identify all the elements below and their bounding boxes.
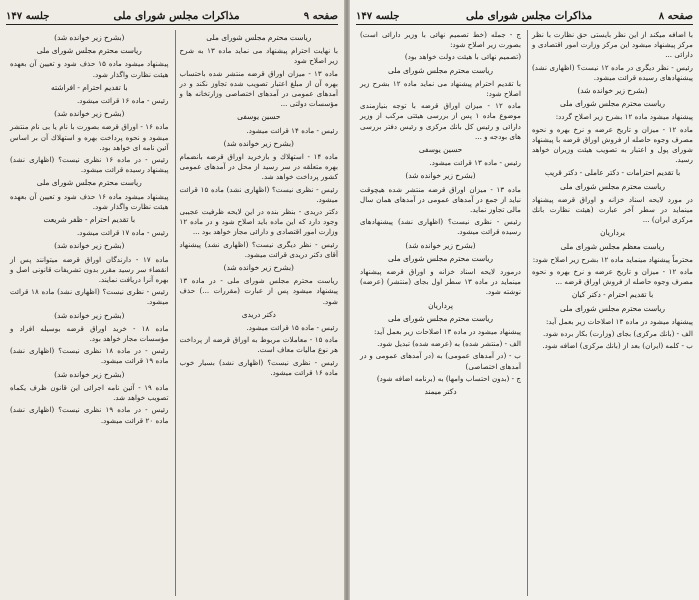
centered-heading: رياست محترم مجلس شوراى ملى (206, 33, 312, 42)
centered-heading: (بشرح زير خوانده شد) (405, 171, 476, 181)
paragraph: رئيس - نظرى نيست؟ (اظهارى نشد) پيشنهادهاى رسيده قرائت ميشود. (360, 217, 521, 237)
centered-heading: (بشرح زير خوانده شد) (223, 138, 294, 148)
centered-heading: با تقديم احترام - افراشته (50, 82, 128, 92)
paragraph: پيشنهاد ميشود ماده ۱۵ حذف شود و تعيين آن بعهده هيئت نظارت واگذار شود. (10, 59, 169, 79)
paragraph: ماده ۱۶ - اوراق قرضه بصورت با نام يا بى نام منتشر ميشود و نحوه پرداخت بهره و استهلاك آن بر اساس آئين نامه اى خواهد بود. (10, 122, 169, 152)
paragraph: رئيس - ماده ۱۳ قرائت ميشود. (429, 158, 521, 168)
paragraph: ب - كلمه (ايران) بعد از (بانك مركزى) اضافه شود. (542, 341, 693, 351)
centered-heading: با تقديم احترام - دكتر كيان (571, 290, 654, 300)
paragraph: ماده ۱۷ - دارندگان اوراق قرضه ميتوانند پس از انقضاء سر رسيد مقرر بدون تشريفات قانونى اصل و بهره آنرا دريافت نمايند. (10, 254, 169, 285)
centered-heading: با تقديم احترام - ظفر شريعت (43, 215, 136, 225)
paragraph: ماده ۱۸ - خريد اوراق قرضه بوسيله افراد و مؤسسات مجاز خواهد بود. (10, 323, 169, 344)
centered-heading: (بشرح زير خوانده شد) (54, 109, 125, 119)
paragraph: رئيس - نظرى نيست؟ (اظهارى نشد) ماده ۱۸ قرائت ميشود. (10, 287, 169, 307)
centered-heading: رياست محترم مجلس شوراى ملى (388, 253, 493, 263)
right-page-title: مذاكرات مجلس شوراى ملى (466, 10, 593, 22)
right-page-columns (356, 30, 693, 596)
paragraph: دكتر دريدى - بنظر بنده در اين لايحه ظرفيت عجيبى وجود دارد كه اين ماده بايد اصلاح شود و در ماده ۱۲ وزارت امور اقتصادى و دارائى مجاز خواهد بود ... (179, 207, 338, 237)
paragraph: رياست محترم مجلس شوراى ملى - در ماده ۱۳ پيشنهاد ميشود پس از عبارت (مقررات ...) حذف شود. (179, 276, 338, 306)
paragraph: پيشنهاد ميشود در ماده ۱۳ اصلاحات زير بعمل آيد: (374, 327, 521, 337)
centered-heading: پرداريان (428, 300, 453, 310)
paragraph: (تصميم نهائى با هيئت دولت خواهد بود) (404, 52, 521, 62)
paragraph: پيشنهاد ميشود ماده ۱۶ حذف شود و تعيين آن بعهده هيئت نظارت واگذار شود. (10, 191, 169, 211)
right-page-number: صفحه ۸ (658, 10, 693, 22)
paragraph: با اضافه ميكند از اين نظر بايستى حق نظارت با نظر مركز پيشنهاد ميشود اين مركز وزارت امور اقتصادى و دارائى ... (532, 30, 693, 60)
paragraph: ماده ۱۲ - ميزان و تاريخ عرضه و نرخ بهره و نحوه مصرف وجوه حاصله از فروش اوراق قرضه با پيشنهاد شوراى پول و اعتبار به تصويب هيئت وزيران خواهد رسيد. (532, 124, 693, 165)
centered-heading: (بشرح زير خوانده شد) (54, 310, 125, 320)
paragraph: ج - جمله (خط تصميم نهائى با وزير دارائى است) بصورت زير اصلاح شود: (360, 30, 521, 50)
paragraph: رئيس - نظرى نيست؟ (اظهارى نشد) ماده ۱۵ قرائت ميشود. (179, 184, 338, 204)
left-page (0, 0, 344, 600)
paragraph: رئيس - در ماده ۱۸ نظرى نيست؟ (اظهارى نشد) ماده ۱۹ قرائت ميشود. (10, 346, 169, 366)
paragraph: ماده ۱۴ - استهلاك و بازخريد اوراق قرضه بانضمام بهره متعلقه در سر رسيد از محل در آمدهاى عمومى كشور پرداخت خواهد شد. (179, 152, 338, 182)
centered-heading: حسين يوسفى (418, 145, 463, 155)
paragraph: محترماً پيشنهاد مينمايد ماده ۱۲ بشرح زير اصلاح شود: (532, 254, 693, 264)
paragraph: با تقديم احترام پيشنهاد مى نمايد ماده ۱۲ بشرح زير اصلاح شود: (360, 78, 521, 99)
centered-heading: (بشرح زير خوانده شد) (405, 240, 476, 250)
paragraph: ماده ۱۳ - ميزان اوراق قرضه منتشر شده باحتساب بهره آن از مبلغ اعتبار تصويب شده تجاوز نكند و در آمدهاى عمومى در آمدهاى اختصاصى وزارتخانه ها و مؤسسات دولتى ... (179, 68, 338, 109)
centered-heading: يرداريان (600, 228, 625, 238)
paragraph: رئيس - ماده ۱۵ قرائت ميشود. (246, 323, 338, 333)
paragraph: پيشنهاد ميشود در ماده ۱۳ اصلاحات زير بعمل آيد: (546, 316, 693, 326)
paragraph: ماده ۱۲ - ميزان اوراق قرضه با توجه بنيازمندى موضوع ماده ۱ پس از بررسى هيئتى مركب از وزير دارائى و رئيس كل بانك مركزى و رئيس دفتر بررسى هاى بودجه و ... (360, 101, 521, 141)
paragraph: الف - (منتشر شده) به (عرضه شده) تبديل شود. (377, 339, 521, 349)
right-page-header (356, 8, 693, 25)
centered-heading: رياست محترم مجلس شوراى ملى (36, 46, 142, 56)
paragraph: رئيس - نظرى نيست؟ (اظهارى نشد) بسيار خوب ماده ۱۶ قرائت ميشود. (179, 357, 338, 377)
left-page-header (6, 8, 338, 25)
paragraph: الف - (بانك مركزى) بجاى (وزارت) بكار برده شود. (542, 329, 693, 339)
centered-heading: (بشرح زير خوانده شد) (577, 86, 648, 96)
centered-heading: رياست محترم مجلس شوراى ملى (560, 99, 665, 109)
paragraph: رئيس - ماده ۱۶ قرائت ميشود. (77, 96, 169, 106)
paragraph: رئيس - ماده ۱۴ قرائت ميشود. (246, 125, 338, 135)
centered-heading: حسين يوسفى (237, 112, 281, 122)
paragraph: ماده ۱۹ - آئين نامه اجرائى اين قانون ظرف يكماه تصويب خواهد شد. (10, 382, 169, 403)
centered-heading: رياست محترم مجلس شوراى ملى (560, 181, 665, 191)
paragraph: رئيس - ماده ۱۷ قرائت ميشود. (77, 228, 169, 238)
centered-heading: (بشرح زير خوانده شد) (54, 241, 125, 251)
paragraph: درمورد لايحه اسناد خزانه و اوراق قرضه پيشنهاد مينمايد در ماده ۱۳ سطر اول بجاى (منتشر) (عرضه) نوشته شود. (360, 267, 521, 297)
right-page-column-2 (356, 30, 521, 596)
left-page-columns (6, 30, 338, 596)
centered-heading: دكتر دريدى (241, 309, 276, 319)
left-page-session: جلسه ۱۴۷ (6, 10, 50, 22)
centered-heading: دكتر ميمند (424, 387, 457, 397)
right-page-session: جلسه ۱۴۷ (356, 10, 400, 22)
paragraph: ب - (در آمدهاى عمومى) به (در آمدهاى عمومى و در آمدهاى اختصاصى) (360, 351, 521, 371)
centered-heading: رياست محترم مجلس شوراى ملى (388, 65, 493, 75)
paragraph: رئيس - در ماده ۱۹ نظرى نيست؟ (اظهارى نشد) ماده ۲۰ قرائت ميشود. (10, 405, 169, 425)
centered-heading: رياست محترم مجلس شوراى ملى (560, 303, 665, 313)
centered-heading: (بشرح زير خوانده شد) (54, 33, 125, 42)
centered-heading: رياست معظم مجلس شوراى ملى (560, 241, 665, 251)
paragraph: رئيس - در ماده ۱۶ نظرى نيست؟ (اظهارى نشد) پيشنهاد رسيده قرائت ميشود. (10, 155, 169, 175)
left-page-number: صفحه ۹ (303, 10, 338, 22)
centered-heading: با تقديم احترامات - دكتر عاملى - دكتر قريب (544, 168, 681, 178)
left-page-column-2 (6, 30, 169, 596)
centered-heading: (بشرح زير خوانده شد) (54, 369, 125, 379)
centered-heading: (بشرح زير خوانده شد) (223, 263, 294, 273)
paragraph: در مورد لايحه اسناد خزانه و اوراق قرضه پيشنهاد مينمايد در سطر آخر عبارت (هيئت نظارت بانك مركزى ايران) ... (532, 194, 693, 225)
paragraph: ماده ۱۵ - معاملات مربوط به اوراق قرضه از پرداخت هر نوع ماليات معاف است. (179, 335, 338, 355)
centered-heading: رياست محترم مجلس شوراى ملى (388, 313, 493, 323)
paragraph: رئيس - نظر ديگرى در ماده ۱۲ نيست؟ (اظهارى نشد) پيشنهادهاى رسيده قرائت ميشود. (532, 62, 693, 82)
paragraph: ج - (بدون احتساب وامها) به (برنامه اضافه شود) (376, 373, 521, 383)
right-page (350, 0, 699, 600)
paragraph: پيشنهاد ميشود ماده ۱۲ بشرح زير اصلاح گردد: (555, 112, 693, 122)
paragraph: با نهايت احترام پيشنهاد مى نمايد ماده ۱۳ به شرح زير اصلاح شود (179, 46, 338, 66)
left-page-column-1 (175, 30, 339, 596)
right-page-column-1 (527, 30, 693, 596)
left-page-title: مذاکرات مجلس شورای ملی (113, 10, 240, 22)
centered-heading: رياست محترم مجلس شوراى ملى (36, 178, 142, 188)
paragraph: ماده ۱۳ - ميزان اوراق قرضه منتشر شده هيچوقت نبايد از جمع در آمدهاى عمومى در آمدهاى همان سال مالى تجاوز نمايد. (360, 184, 521, 215)
paragraph: رئيس - نظر ديگرى نيست؟ (اظهارى نشد) پيشنهاد آقاى دكتر دريدى قرائت ميشود. (179, 239, 338, 259)
paragraph: ماده ۱۲ - ميزان و تاريخ عرضه و نرخ بهره و نحوه مصرف وجوه حاصله از فروش اوراق قرضه ... (532, 267, 693, 287)
